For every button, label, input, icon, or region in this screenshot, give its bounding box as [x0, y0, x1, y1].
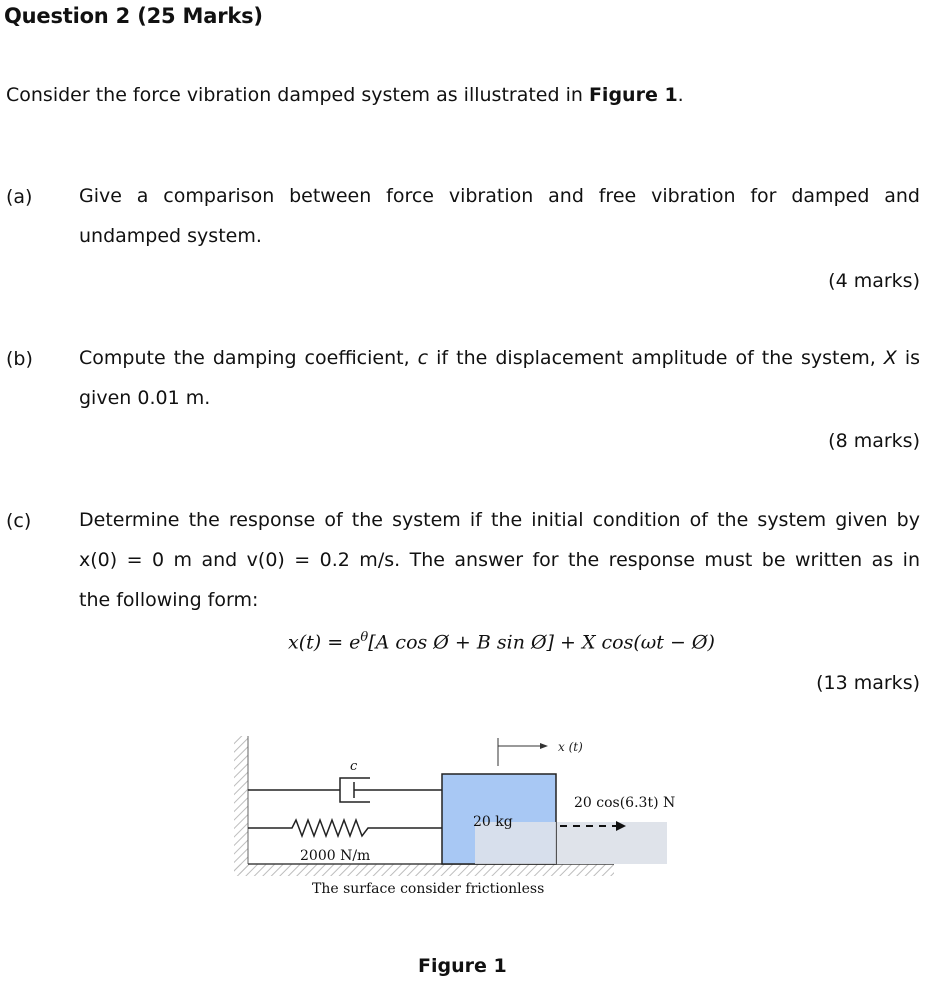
- spring-label: 2000 N/m: [300, 848, 371, 864]
- force-label: 20 cos(6.3t) N: [574, 795, 676, 811]
- part-b-line2: given 0.01 m.: [79, 387, 211, 409]
- part-b-line1-d: is: [896, 347, 921, 369]
- part-c-text: [79, 500, 920, 620]
- damping-symbol: c: [417, 347, 429, 369]
- part-a-line2: undamped system.: [79, 225, 262, 247]
- part-b-text: [79, 338, 920, 418]
- figure-caption: The surface consider frictionless: [312, 881, 545, 897]
- part-b-line1-b: if the displacement amplitude of the system,: [428, 347, 884, 369]
- figure-reference: Figure 1: [588, 84, 678, 106]
- equation-exponent: θ: [360, 630, 369, 645]
- part-b-line1-a: Compute the damping coefficient,: [79, 347, 418, 369]
- spring: [248, 820, 442, 836]
- displacement-arrowhead: [540, 743, 548, 749]
- mass-spring-damper-figure: [230, 730, 690, 900]
- part-c-line2: x(0) = 0 m and v(0) = 0.2 m/s. The answer for the response must be written as in: [79, 549, 920, 571]
- equation-rest: [A cos Ø + B sin Ø] + X cos(ωt − Ø): [368, 631, 715, 654]
- figure-title: Figure 1: [418, 955, 507, 977]
- damper-label: c: [350, 759, 358, 774]
- part-a-line1: Give a comparison between force vibration and free vibration for damped and: [79, 185, 920, 207]
- part-a-marks: (4 marks): [828, 270, 920, 292]
- part-b-line1: [79, 338, 920, 378]
- part-a-text: [79, 176, 920, 256]
- intro-prefix: Consider the force vibration damped system as illustrated in: [6, 84, 589, 106]
- intro-text: [6, 84, 684, 106]
- part-b-marks: (8 marks): [828, 430, 920, 452]
- amplitude-symbol: X: [883, 347, 897, 369]
- part-b-label: (b): [6, 348, 33, 370]
- mass-label: 20 kg: [473, 814, 513, 830]
- part-c-line1: Determine the response of the system if the initial condition of the system given by: [79, 509, 920, 531]
- part-a-label: (a): [6, 186, 33, 208]
- part-c-line3: the following form:: [79, 589, 259, 611]
- ground-hatch: [234, 864, 614, 876]
- part-c-label: (c): [6, 510, 32, 532]
- response-equation: [288, 630, 715, 653]
- intro-suffix: .: [677, 84, 684, 106]
- equation-lhs: x(t) = e: [288, 631, 361, 654]
- displacement-label: x (t): [558, 740, 583, 754]
- part-c-marks: (13 marks): [816, 672, 920, 694]
- question-title: Question 2 (25 Marks): [4, 4, 263, 28]
- wall-hatch: [234, 736, 248, 874]
